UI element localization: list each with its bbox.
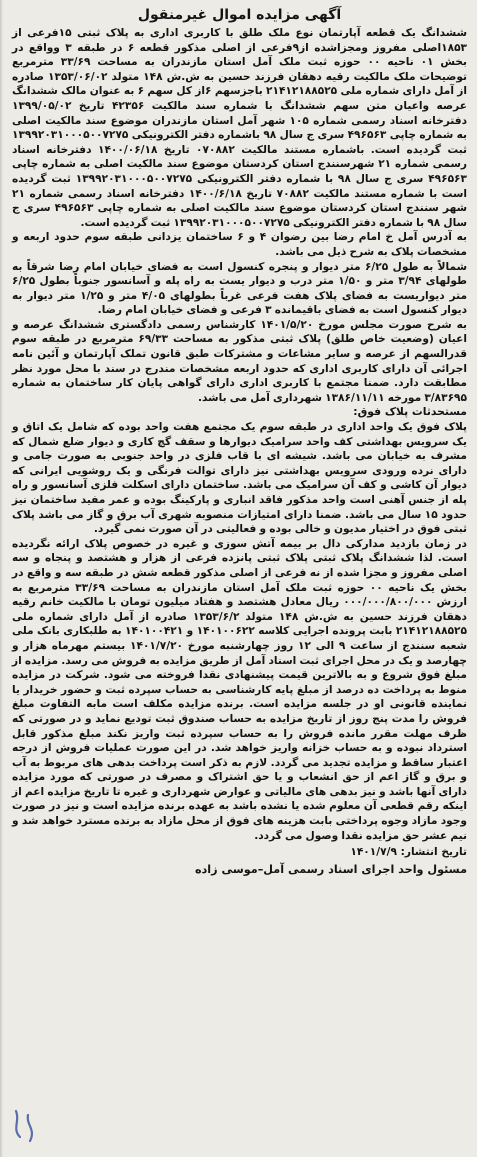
appraisal-paragraph: به شرح صورت مجلس مورخ ۱۴۰۱/۵/۲۰ کارشناس رسمی دادگستری ششدانگ عرصه و اعیان (وضعیت خاص طلق) پلاک ثبتی مذکور به مساحت ۶۹/۳۳ مترمربع در طبقه سوم قدرالسهم از عرصه و سایر مشاعات و مشترکات طبق قانون تملک آپارتمان و آئین نامه اجرائی آن دارای کاربری اداری که حدود اربعه مشخصات مندرج در سند با محل مورد نظر مطابقت دارد. ضمنا مجتمع با کاربری اداری دارای گواهی پایان کار ساختمان به شماره ۳/۸۳۶۹۵ مورخه ۱۳۸۶/۱۱/۱۱ شهرداری آمل می باشد. [12, 318, 467, 404]
page-edge-shadow [0, 0, 3, 1157]
property-description-paragraph: ششدانگ یک قطعه آپارتمان نوع ملک طلق با کاربری اداری به پلاک ثبتی ۱۵فرعی از ۱۸۵۳اصلی مفروز ومجزاشده از۹فرعی از اصلی مذکور قطعه ۶ در طبقه ۳ وواقع در بخش ۰۱ ناحیه ۰۰ حوزه ثبت ملک آمل استان مازندران به مساحت ۳۳/۶۹ مترمربع توضیحات ملک مالکیت رقیه دهقان فرزند حسین به ش.ش ۱۴۸ متولد ۱۳۵۳/۰۶/۰۲ صادره از آمل دارای شماره ملی ۲۱۴۱۲۱۸۸۵۲۵ باجزسهم ۶از کل سهم ۶ به عنوان مالک ششدانگ عرصه واعیان متن سهم ششدانگ با شماره سند مالکیت ۴۲۳۵۶ تاریخ ۱۳۹۹/۰۵/۰۲ دفترخانه اسناد رسمی شماره ۱۰۵ شهر آمل استان مازندران موضوع سند مالکیت اصلی به شماره چاپی ۴۹۶۵۶۳ سری ج سال ۹۸ باشماره دفتر الکترونیکی ۱۳۹۹۲۰۳۱۰۰۰۵۰۰۷۲۷۵ ثبت گردیده است. باشماره مستند مالکیت ۰۷۰۸۸۲ تاریخ ۱۴۰۰/۰۶/۱۸ دفترخانه اسناد رسمی شماره ۲۱ شهرسنندج استان کردستان موضوع سند مالکیت اصلی به شماره چاپی ۴۹۶۵۶۳ سری ج سال ۹۸ با شماره دفتر الکترونیکی ۱۳۹۹۲۰۳۱۰۰۰۵۰۰۷۲۷۵ ثبت گردیده است با شماره مستند مالکیت ۷۰۸۸۲ تاریخ ۱۴۰۰/۶/۱۸ دفترخانه اسناد رسمی شماره ۲۱ شهر سنندج استان کردستان موضوع سند مالکیت اصلی به شماره چاپی ۴۹۶۵۶۳ سری ج سال ۹۸ با شماره دفتر الکترونیکی ۱۳۹۹۲۰۳۱۰۰۰۵۰۰۷۲۷۵ ثبت گردیده است. [12, 27, 468, 229]
handwritten-mark-icon [6, 1107, 46, 1147]
improvements-heading: مستحدثات پلاک فوق: [353, 405, 467, 419]
publication-date: تاریخ انتشار: ۱۴۰۱/۷/۹ [350, 846, 467, 859]
improvements-paragraph: پلاک فوق یک واحد اداری در طبقه سوم یک مجتمع هفت واحد بوده که شامل یک اتاق و یک سرویس بهداشتی کف واحد سرامیک دیوارها و سقف گچ کاری و دیوار ضلع شمال که مشرف به خیابان می باشد. شیشه ای با قاب فلزی در واحد جنوبی به صورت جامی و دارای نرده ورودی سرویس بهداشتی نیز دارای توالت فرنگی و یک روشویی ایرانی که دیوار آن کاشی و کف آن سرامیک می باشد. ساختمان دارای اسکلت فلزی آسانسور و راه پله از جنس آهنی است واحد مذکور فاقد انباری و پارکینگ بوده و عمر مفید ساختمان نیز حدود ۱۵ سال می باشد. ضمنا دارای امتیازات منصوبه شهری آب برق و گاز می باشد پلاک ثبتی فوق در اختیار مدیون و خالی بوده و فعالیتی در آن صورت نمی گیرد. [12, 421, 467, 536]
notice-title: آگهی مزایده اموال غیرمنقول [137, 7, 342, 23]
address-paragraph: به آدرس آمل خ امام رضا بین رضوان ۴ و ۶ ساختمان یزدانی طبقه سوم حدود اربعه و مشخصات پلاک به شرح ذیل می باشد. [12, 231, 467, 258]
auction-terms-paragraph: در زمان بازدید مدارکی دال بر بیمه آتش سوزی و غیره در خصوص پلاک ارائه نگردیده است. لذا ششدانگ پلاک ثبتی پلاک ثبتی پانزده فرعی از هزار و هشتصد و پنجاه و سه اصلی مفروز و مجزا شده از نه فرعی از اصلی مذکور قطعه شش در طبقه سه و واقع در بخش یک ناحیه ۰۰ حوزه ثبت ملک آمل استان مازندران به مساحت ۳۳/۶۹ مترمربع به ارزش ۰۰۰/۰۰۰/۸۰۰/۰۰۰ ریال معادل هشتصد و هفتاد میلیون تومان با مالکیت خانم رقیه دهقان فرزند حسین به ش.ش ۱۴۸ متولد ۱۳۵۳/۶/۲ صادره از آمل دارای شماره ملی ۲۱۴۱۲۱۸۸۵۲۵ بابت پرونده اجرایی کلاسه ۱۴۰۱۰۰۶۲۲ و ۱۴۰۱۰۰۴۲۱ به طلبکاری بانک ملی شعبه سنندج از ساعت ۹ الی ۱۲ روز چهارشنبه مورخ ۱۴۰۱/۷/۲۰ بیستم مهرماه هزار و چهارصد و یک در محل اجرای ثبت اسناد آمل از طریق مزایده به فروش می رسد. مزایده از مبلغ فوق شروع و به بالاترین قیمت پیشنهادی نقدا فروخته می شود. شرکت در مزایده منوط به پرداخت ده درصد از مبلغ پایه کارشناسی به حساب سپرده ثبت و حضور خریدار یا نماینده قانونی او در جلسه مزایده است. برنده مزایده مکلف است مابه التفاوت مبلغ فروش را مدت پنج روز از تاریخ مزایده به حساب صندوق ثبت تودیع نماید و در صورتی که ظرف مهلت مقرر مانده فروش را به حساب سپرده ثبت واریز نکند مبلغ مذکور قابل استرداد نبوده و به حساب خزانه واریز خواهد شد. در این صورت عملیات فروش از درجه اعتبار ساقط و مزایده تجدید می گردد. لازم به ذکر است پرداخت بدهی های مربوط به آب و برق و گاز اعم از حق انشعاب و یا حق اشتراک و مصرف در صورتی که مورد مزایده دارای آنها باشد و نیز بدهی های مالیاتی و عوارض شهرداری و غیره تا تاریخ مزایده اعم از اینکه رقم قطعی آن معلوم شده یا نشده باشد به عهده برنده مزایده است و نیز در صورت وجود مازاد وجوه پرداختی بابت هزینه های فوق از محل مازاد به برنده مسترد خواهد شد و نیم عشر حق مزایده نقدا وصول می گردد. [12, 537, 467, 842]
signature-line: مسئول واحد اجرای اسناد رسمی آمل–موسی زاده [194, 862, 467, 876]
boundaries-paragraph: شمالاً به طول ۶/۲۵ متر دیوار و پنجره کنسول است به فضای خیابان امام رضا شرقاً به طولهای ۳/۹۴ متر و ۱/۵۰ متر درب و دیوار یست به راه پله و آسانسور جنوباً بطول ۶/۲۵ متر دیواریست به فضای پلاک هفت فرعی غرباً بطولهای ۴/۰۵ متر و ۱/۲۵ متر دیوار به دیوار کنسول است به فضای باقیمانده ۳ فرعی و فضای خیابان امام رضا. [12, 260, 468, 317]
